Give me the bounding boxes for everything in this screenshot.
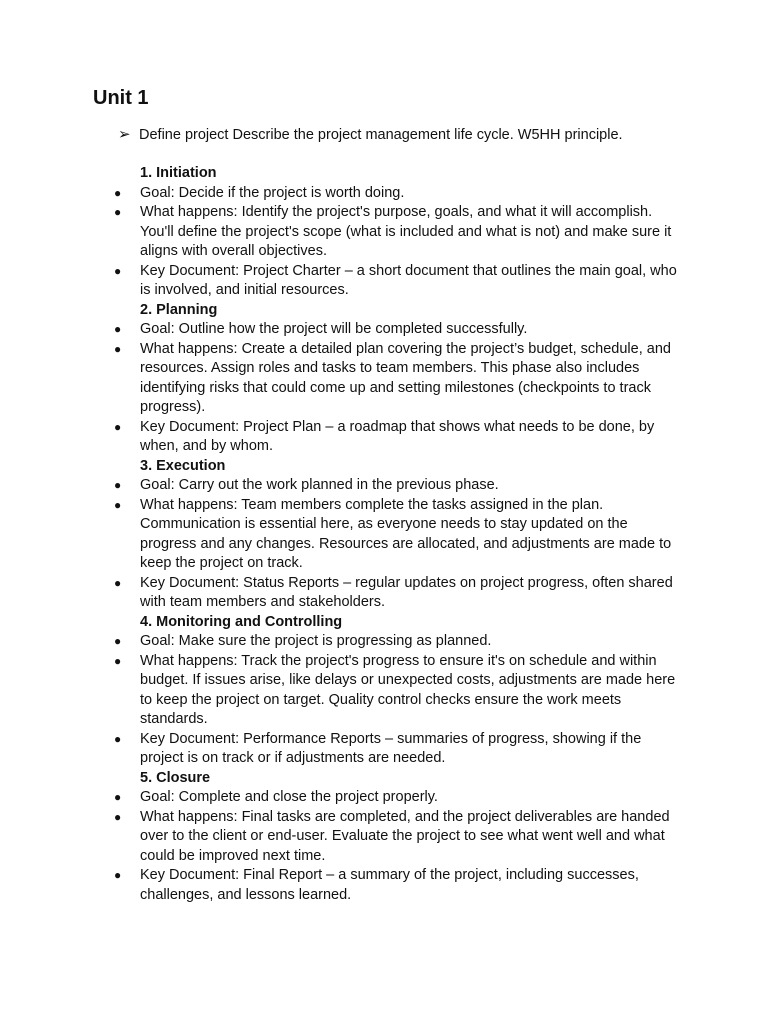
- phase-monitoring-controlling: [0, 613, 768, 769]
- list-item-text: Key Document: Performance Reports – summaries of progress, showing if the project is on track or if adjustments are needed.: [140, 730, 642, 766]
- phase-bullet-list: [0, 632, 768, 769]
- list-item: [0, 788, 768, 808]
- list-item-text: Key Document: Final Report – a summary of the project, including successes, challenges, and lessons learned.: [140, 867, 639, 903]
- list-item-text: Goal: Complete and close the project properly.: [140, 789, 438, 805]
- bullet-dot-icon: ●: [114, 185, 122, 200]
- bullet-dot-icon: ●: [114, 790, 122, 804]
- phase-initiation: [0, 164, 768, 301]
- list-item-text: Key Document: Status Reports – regular updates on project progress, often shared with team members and stakeholders.: [140, 574, 673, 610]
- bullet-dot-icon: ●: [114, 634, 122, 648]
- arrow-bullet-icon: ➢: [118, 126, 131, 143]
- list-item: [0, 184, 768, 204]
- list-item: [0, 652, 768, 730]
- list-item: [0, 262, 768, 301]
- phase-heading: 2. Planning: [140, 301, 218, 318]
- phase-bullet-list: [0, 320, 768, 457]
- phase-heading: 3. Execution: [140, 457, 226, 474]
- question-text: Define project Describe the project management life cycle. W5HH principle.: [139, 127, 623, 143]
- list-item-text: What happens: Create a detailed plan covering the project’s budget, schedule, and resources. Assign roles and tasks to team members. This phase also includes identifying risks that could come up and setting milestones (checkpoints to track progress).: [140, 340, 671, 415]
- phase-execution: [0, 457, 768, 613]
- bullet-dot-icon: ●: [114, 809, 122, 824]
- unit-title: Unit 1: [93, 87, 149, 109]
- list-item-text: Key Document: Project Plan – a roadmap that shows what needs to be done, by when, and by whom.: [140, 418, 655, 454]
- bullet-dot-icon: ●: [114, 322, 122, 336]
- bullet-dot-icon: ●: [114, 868, 122, 882]
- bullet-dot-icon: ●: [114, 205, 122, 219]
- phases-content: [0, 164, 768, 905]
- list-item: [0, 418, 768, 457]
- bullet-dot-icon: ●: [114, 497, 122, 512]
- bullet-dot-icon: ●: [114, 263, 122, 278]
- list-item-text: Goal: Make sure the project is progressing as planned.: [140, 633, 492, 649]
- list-item: [0, 320, 768, 340]
- list-item-text: What happens: Identify the project's purpose, goals, and what it will accomplish. You'll define the project's scope (what is included and what is not) and make sure it aligns with overall objectives.: [140, 204, 672, 259]
- phase-bullet-list: [0, 788, 768, 905]
- list-item: [0, 496, 768, 574]
- bullet-dot-icon: ●: [114, 341, 122, 356]
- list-item-text: What happens: Track the project's progress to ensure it's on schedule and within budget. If issues arise, like delays or unexpected costs, adjustments are made here to keep the project on target. Quality control checks ensure the work meets standards.: [140, 652, 676, 727]
- list-item-text: What happens: Team members complete the tasks assigned in the plan. Communication is essential here, as everyone needs to stay updated on the progress and any changes. Resources are allocated, and adjustments are made to keep the project on track.: [140, 496, 672, 571]
- list-item: [0, 808, 768, 867]
- list-item: [0, 476, 768, 496]
- phase-planning: [0, 301, 768, 457]
- list-item-text: Goal: Outline how the project will be completed successfully.: [140, 321, 528, 337]
- phase-bullet-list: [0, 476, 768, 613]
- list-item: [0, 632, 768, 652]
- bullet-dot-icon: ●: [114, 419, 122, 434]
- bullet-dot-icon: ●: [114, 575, 122, 590]
- list-item: [0, 203, 768, 262]
- bullet-dot-icon: ●: [114, 478, 122, 492]
- list-item: [0, 574, 768, 613]
- list-item: [0, 340, 768, 418]
- list-item: [0, 730, 768, 769]
- phase-closure: [0, 769, 768, 906]
- list-item-text: Key Document: Project Charter – a short document that outlines the main goal, who is involved, and initial resources.: [140, 262, 677, 298]
- list-item-text: What happens: Final tasks are completed, and the project deliverables are handed over to the client or end-user. Evaluate the project to see what went well and what could be improved next time.: [140, 808, 670, 864]
- phase-heading: 1. Initiation: [140, 165, 217, 181]
- phase-heading: 4. Monitoring and Controlling: [140, 613, 343, 630]
- bullet-dot-icon: ●: [114, 653, 122, 668]
- bullet-dot-icon: ●: [114, 731, 122, 746]
- question-line: [118, 125, 623, 146]
- list-item: [0, 866, 768, 905]
- phase-heading: 5. Closure: [140, 769, 211, 786]
- list-item-text: Goal: Carry out the work planned in the previous phase.: [140, 477, 499, 493]
- list-item-text: Goal: Decide if the project is worth doing.: [140, 184, 405, 201]
- phase-bullet-list: [0, 184, 768, 301]
